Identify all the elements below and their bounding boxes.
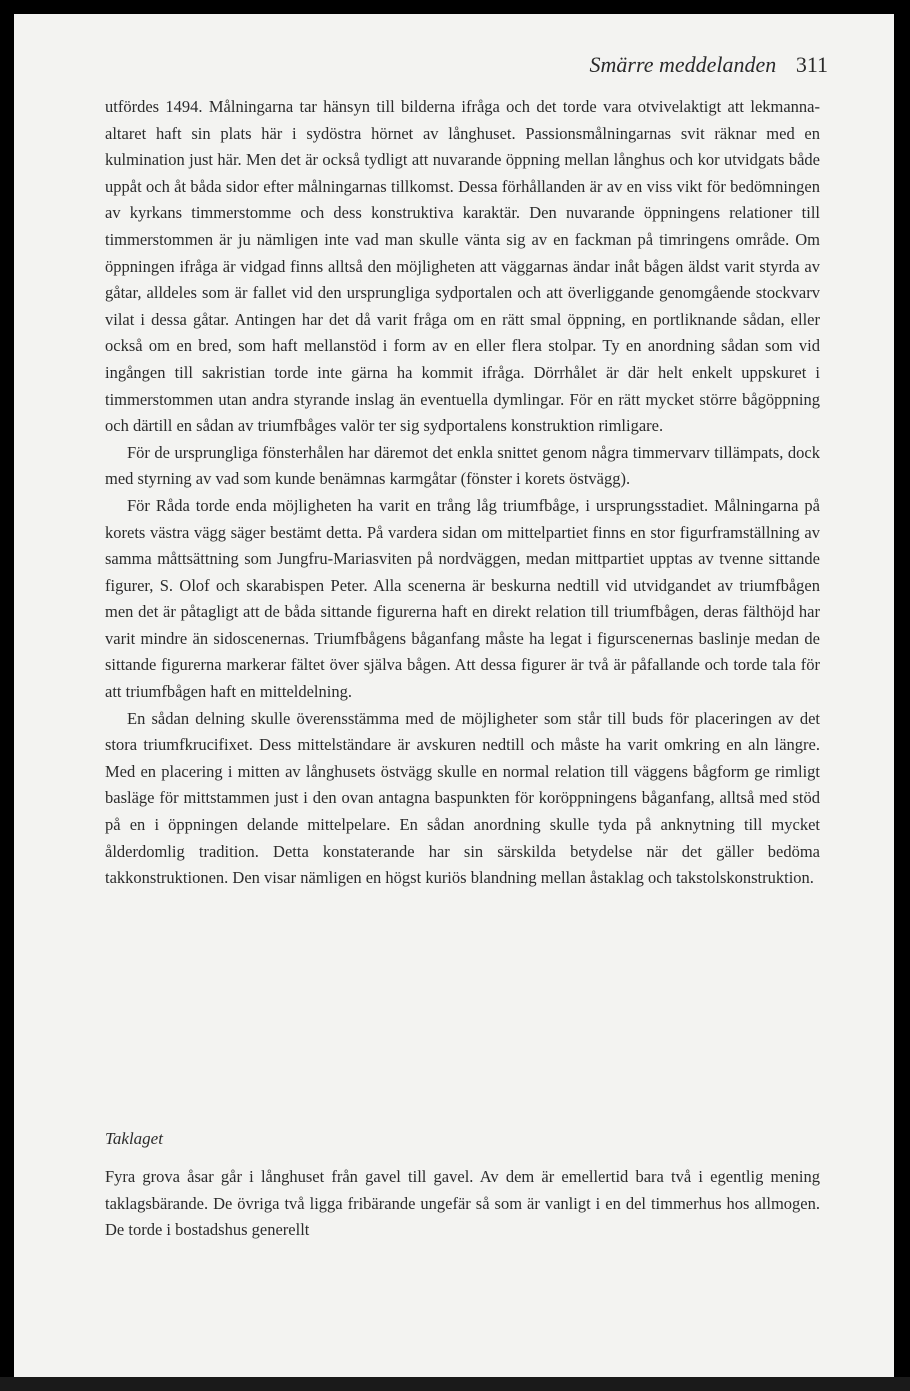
section-paragraph: Fyra grova åsar går i långhuset från gavel till gavel. Av dem är emellertid bara två i egentlig mening taklagsbärande. De övriga två ligga fribärande ungefär så som är vanligt i en del timmerhus hos allmogen. De torde i bostadshus generellt [105,1167,820,1240]
running-head [590,52,828,78]
paragraph-2: För de ursprungliga fönsterhålen har däremot det enkla snittet genom några timmervarv tillämpats, dock med styrning av vad som kunde benämnas karmgåtar (fönster i korets östvägg). [105,442,820,489]
book-page [14,14,894,1377]
paragraph-1: utfördes 1494. Målningarna tar hänsyn till bilderna ifråga och det torde vara otvivelaktigt att lekmanna-altaret haft sin plats här i sydöstra hörnet av långhuset. Passionsmålningarnas svit räknar med en kulmination just här. Men det är också tydligt att nuvarande öppning mellan långhus och kor utvidgats både uppåt och åt båda sidor efter målningarnas tillkomst. Dessa förhållanden är av en viss vikt för bedömningen av kyrkans timmerstomme och dess konstruktiva karaktär. Den nuvarande öppningens relationer till timmerstommen är ju nämligen inte vad man skulle vänta sig av en fackman på timringens område. Om öppningen ifråga är vidgad finns alltså den möjligheten att väggarnas ändar inåt bågen äldst varit styrda av gåtar, alldeles som är fallet vid den ursprungliga sydportalen och att överliggande genomgående stockvarv vilat i dessa gåtar. Antingen har det då varit fråga om en rätt smal öppning, en portliknande sådan, eller också om en bred, som haft mellanstöd i form av en eller flera stolpar. Ty en anordning sådan som vid ingången till sakristian torde inte gärna ha kommit ifråga. Dörrhålet är där helt enkelt uppskuret i timmerstommen utan andra styrande inslag än eventuella dymlingar. För en rätt mycket större bågöppning och därtill en sådan av triumfbåges valör ter sig sydportalens konstruktion rimligare. [105,97,820,436]
page-number: 311 [795,52,828,77]
paragraph-3: För Råda torde enda möjligheten ha varit en trång låg triumfbåge, i ursprungsstadiet. Målningarna på korets västra vägg säger bestämt detta. På vardera sidan om mittelpartiet finns en stor figurframställning av samma måttsättning som Jungfru-Mariasviten på nordväggen, medan mittpartiet upptas av tvenne sittande figurer, S. Olof och skarabispen Peter. Alla scenerna är beskurna nedtill vid utvidgandet av triumfbågen men det är påtagligt att de båda sittande figurerna haft en direkt relation till triumfbågen, deras fälthöjd har varit mindre än sidoscenernas. Triumfbågens båganfang måste ha legat i figurscenernas baslinje medan de sittande figurerna markerar fältet över själva bågen. Att dessa figurer är två är påfallande och torde tala för att triumfbågen haft en mitteldelning. [105,495,820,702]
scan-border [0,1377,910,1391]
section-text [105,1164,820,1244]
paragraph-4: En sådan delning skulle överensstämma med de möjligheter som står till buds för placeringen av det stora triumfkrucifixet. Dess mittelständare är avskuren nedtill och måste ha varit omkring en aln längre. Med en placering i mitten av långhusets östvägg skulle en normal relation till väggens bågform ge rimligt basläge för mittstammen just i den ovan antagna baspunkten för koröppningens båganfang, alltså med stöd på en i öppningen delande mittelpelare. En sådan anordning skulle tyda på anknytning till mycket ålderdomlig tradition. Detta konstaterande har sin särskilda betydelse när det gäller bedöma takkonstruktionen. Den visar nämligen en högst kuriös blandning mellan åstaklag och takstolskonstruktion. [105,708,820,888]
body-text [105,94,820,892]
section-heading: Taklaget [105,1129,163,1148]
running-head-title: Smärre meddelanden [589,52,777,77]
